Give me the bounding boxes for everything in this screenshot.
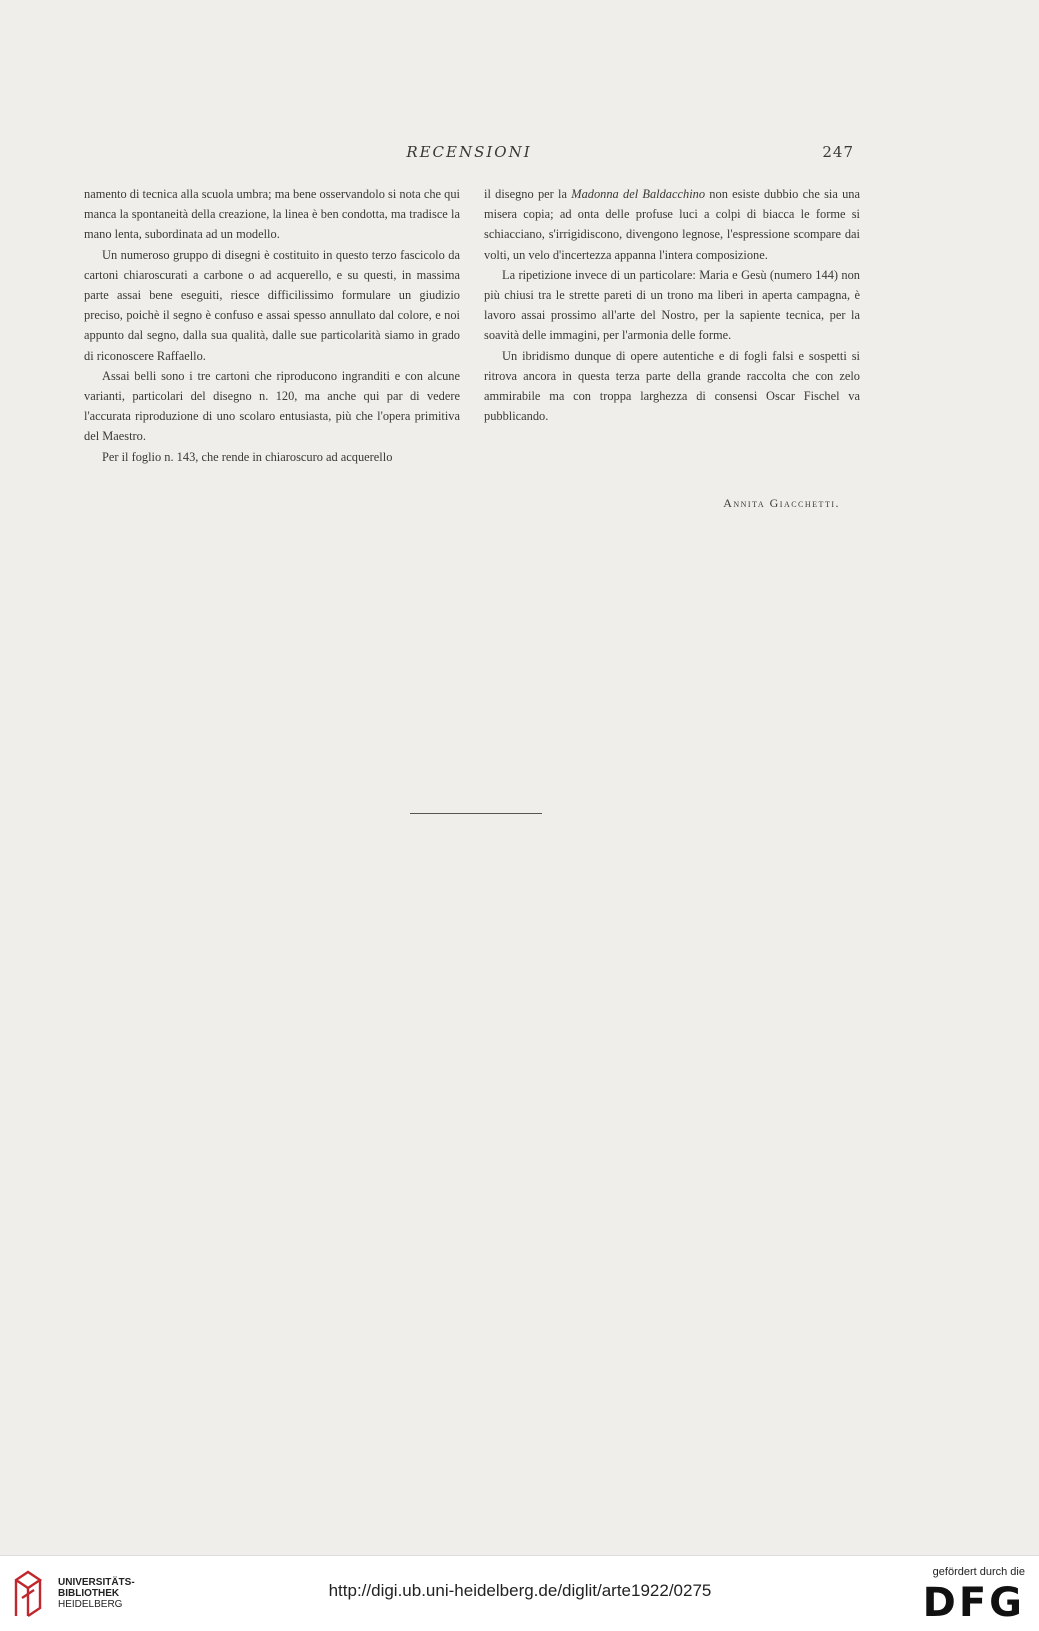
paragraph: namento di tecnica alla scuola umbra; ma bene osservandolo si nota che qui manca la spontaneità della creazione, la linea è ben condotta, ma tradisce la mano lenta, subordinata ad un modello.: [84, 187, 460, 242]
library-logo-icon: [12, 1568, 52, 1620]
paragraph: Un ibridismo dunque di opere autentiche e di fogli falsi e sospetti si ritrova ancora in questa terza parte della grande raccolta che con zelo ammirabile ma con troppa larghezza di consensi Oscar Fischel va pubblicando.: [484, 348, 860, 424]
library-name-line: UNIVERSITÄTS-: [58, 1577, 135, 1588]
funding-note: gefördert durch die: [932, 1566, 1025, 1578]
paragraph: La ripetizione invece di un particolare: Maria e Gesù (numero 144) non più chiusi tra le strette pareti di un trono ma liberi in aperta campagna, è lavoro assai prossimo all'arte del Nostro, per la sapiente tecnica, per la soavità delle immagini, per l'armonia delle forme.: [484, 267, 860, 343]
library-name-line: HEIDELBERG: [58, 1599, 123, 1610]
paragraph: [484, 184, 860, 265]
dfg-logo-icon: [922, 1580, 1025, 1626]
section-title: RECENSIONI: [406, 143, 532, 161]
paragraph: Assai belli sono i tre cartoni che riproducono ingranditi e con alcune varianti, particolari del disegno n. 120, ma anche qui par di vedere l'accurata riproduzione di uno scolaro entusiasta, più che l'opera primitiva del Maestro.: [84, 368, 460, 444]
paragraph: Un numeroso gruppo di disegni è costituito in questo terzo fascicolo da cartoni chiaroscurati a carbone o ad acquerello, e su questi, in massima parte assai bene eseguiti, riesce difficilissimo formulare un giudizio preciso, poichè il segno è confuso e assai spesso annullato dal colore, e noi appunto dal segno, dalla sua qualità, dalle sue particolarità siamo in grado di riconoscere Raffaello.: [84, 247, 460, 363]
dfg-logo-text: DFG: [922, 1580, 1025, 1626]
permalink-url[interactable]: http://digi.ub.uni-heidelberg.de/diglit/arte1922/0275: [328, 1581, 712, 1600]
library-name-line: BIBLIOTHEK: [58, 1588, 120, 1599]
page-number: 247: [822, 143, 854, 161]
paragraph-text: non esiste dubbio che sia una misera copia; ad onta delle profuse luci a colpi di biacca le forme si schiacciano, s'irrigidiscono, divengono legnose, l'espressione scompare dai volti, un velo d'incertezza appanna l'intera composizione.: [484, 187, 861, 262]
artwork-title: Madonna del Baldacchino: [571, 187, 706, 201]
left-column: [84, 184, 460, 467]
author-signature: Annita Giacchetti.: [723, 496, 840, 510]
paragraph: Per il foglio n. 143, che rende in chiaroscuro ad acquerello: [102, 449, 393, 464]
right-column: [484, 184, 860, 426]
paragraph-text: il disegno per la: [484, 187, 572, 201]
footer-bar: [0, 1555, 1039, 1631]
section-divider: [410, 813, 542, 814]
library-name: [58, 1577, 135, 1610]
